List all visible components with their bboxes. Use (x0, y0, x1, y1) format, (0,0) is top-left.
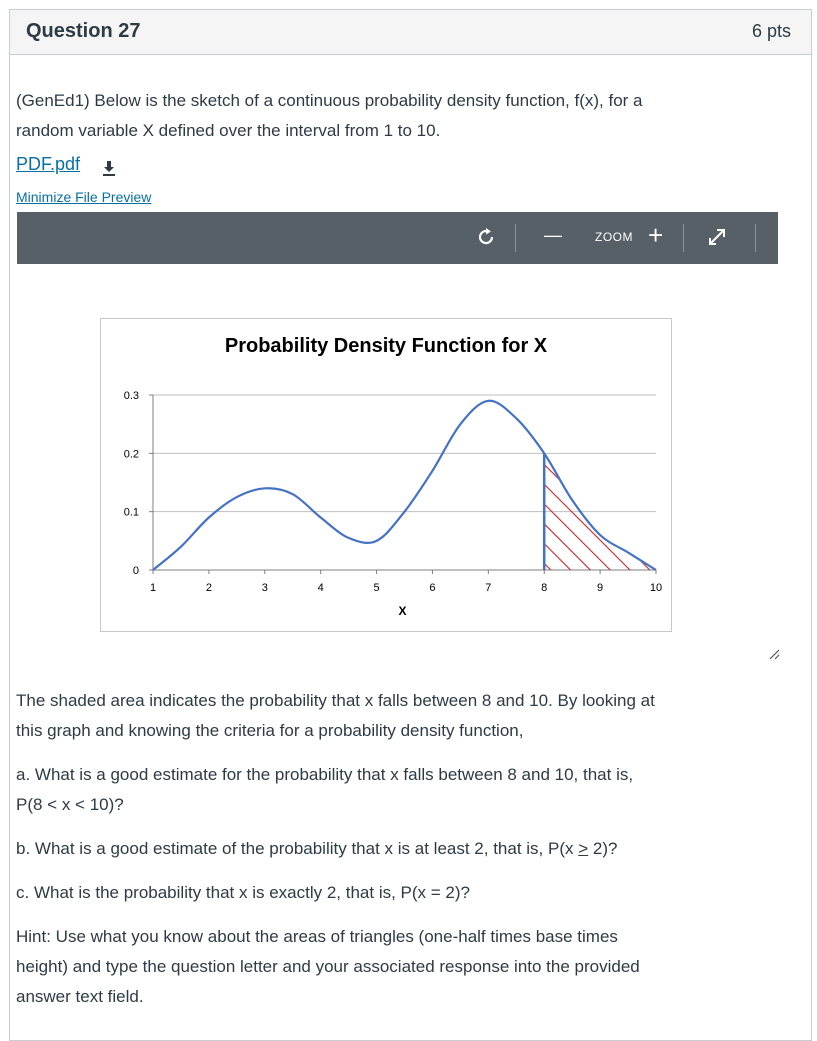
hint-line-2: height) and type the question letter and your associated response into the provided (16, 957, 640, 976)
question-title: Question 27 (26, 20, 141, 42)
question-points: 6 pts (751, 21, 791, 41)
zoom-in-button[interactable]: + (648, 220, 664, 250)
resize-grip-icon[interactable] (768, 648, 780, 660)
zoom-out-button[interactable]: — (544, 225, 562, 245)
question-b-suffix: 2)? (588, 839, 618, 858)
y-tick-label: 0.1 (123, 506, 139, 519)
question-a-line-2: P(8 < x < 10)? (16, 795, 124, 814)
question-b-prefix: b. What is a good estimate of the probability that x is at least 2, that is, P(x (16, 839, 579, 858)
pdf-chart (101, 319, 671, 631)
toolbar-separator (683, 224, 684, 252)
pdf-file-link[interactable]: PDF.pdf (16, 154, 81, 174)
x-tick-label: 9 (597, 582, 604, 594)
question-header (10, 10, 811, 55)
rotate-icon[interactable] (475, 226, 497, 248)
x-axis-label: X (398, 604, 407, 618)
zoom-label: ZOOM (595, 230, 633, 244)
toolbar-separator (755, 224, 756, 252)
x-tick-label: 7 (485, 582, 492, 594)
question-c: c. What is the probability that x is exactly 2, that is, P(x = 2)? (16, 883, 470, 902)
intro-line-1: (GenEd1) Below is the sketch of a continuous probability density function, f(x), for a (16, 91, 643, 110)
chart-title: Probability Density Function for X (224, 335, 548, 357)
file-preview-toolbar (17, 212, 778, 264)
x-tick-label: 4 (317, 582, 324, 594)
download-icon[interactable] (102, 160, 116, 176)
x-tick-label: 5 (373, 582, 380, 594)
hint-line-3: answer text field. (16, 987, 144, 1006)
x-tick-label: 8 (541, 582, 548, 594)
x-tick-label: 2 (205, 582, 212, 594)
shaded-description-line-2: this graph and knowing the criteria for a probability density function, (16, 721, 524, 740)
x-tick-label: 1 (149, 582, 157, 594)
x-tick-label: 3 (261, 582, 268, 594)
hint-line-1: Hint: Use what you know about the areas of triangles (one-half times base times (16, 927, 618, 946)
toolbar-separator (515, 224, 516, 252)
greater-equal-symbol: > (578, 839, 589, 858)
intro-line-2: random variable X defined over the interval from 1 to 10. (16, 121, 441, 140)
x-tick-label: 10 (649, 582, 663, 594)
minimize-file-preview-link[interactable]: Minimize File Preview (16, 189, 152, 205)
fullscreen-icon[interactable] (707, 227, 727, 247)
y-tick-label: 0.3 (123, 390, 139, 402)
shaded-description-line-1: The shaded area indicates the probability that x falls between 8 and 10. By looking at (16, 691, 655, 710)
question-a-line-1: a. What is a good estimate for the probability that x falls between 8 and 10, that is, (16, 765, 634, 784)
question-b (16, 834, 786, 864)
pdf-chart-preview (100, 318, 672, 632)
y-tick-label: 0.2 (123, 448, 139, 461)
x-tick-label: 6 (429, 582, 436, 594)
y-tick-label: 0 (132, 565, 139, 577)
